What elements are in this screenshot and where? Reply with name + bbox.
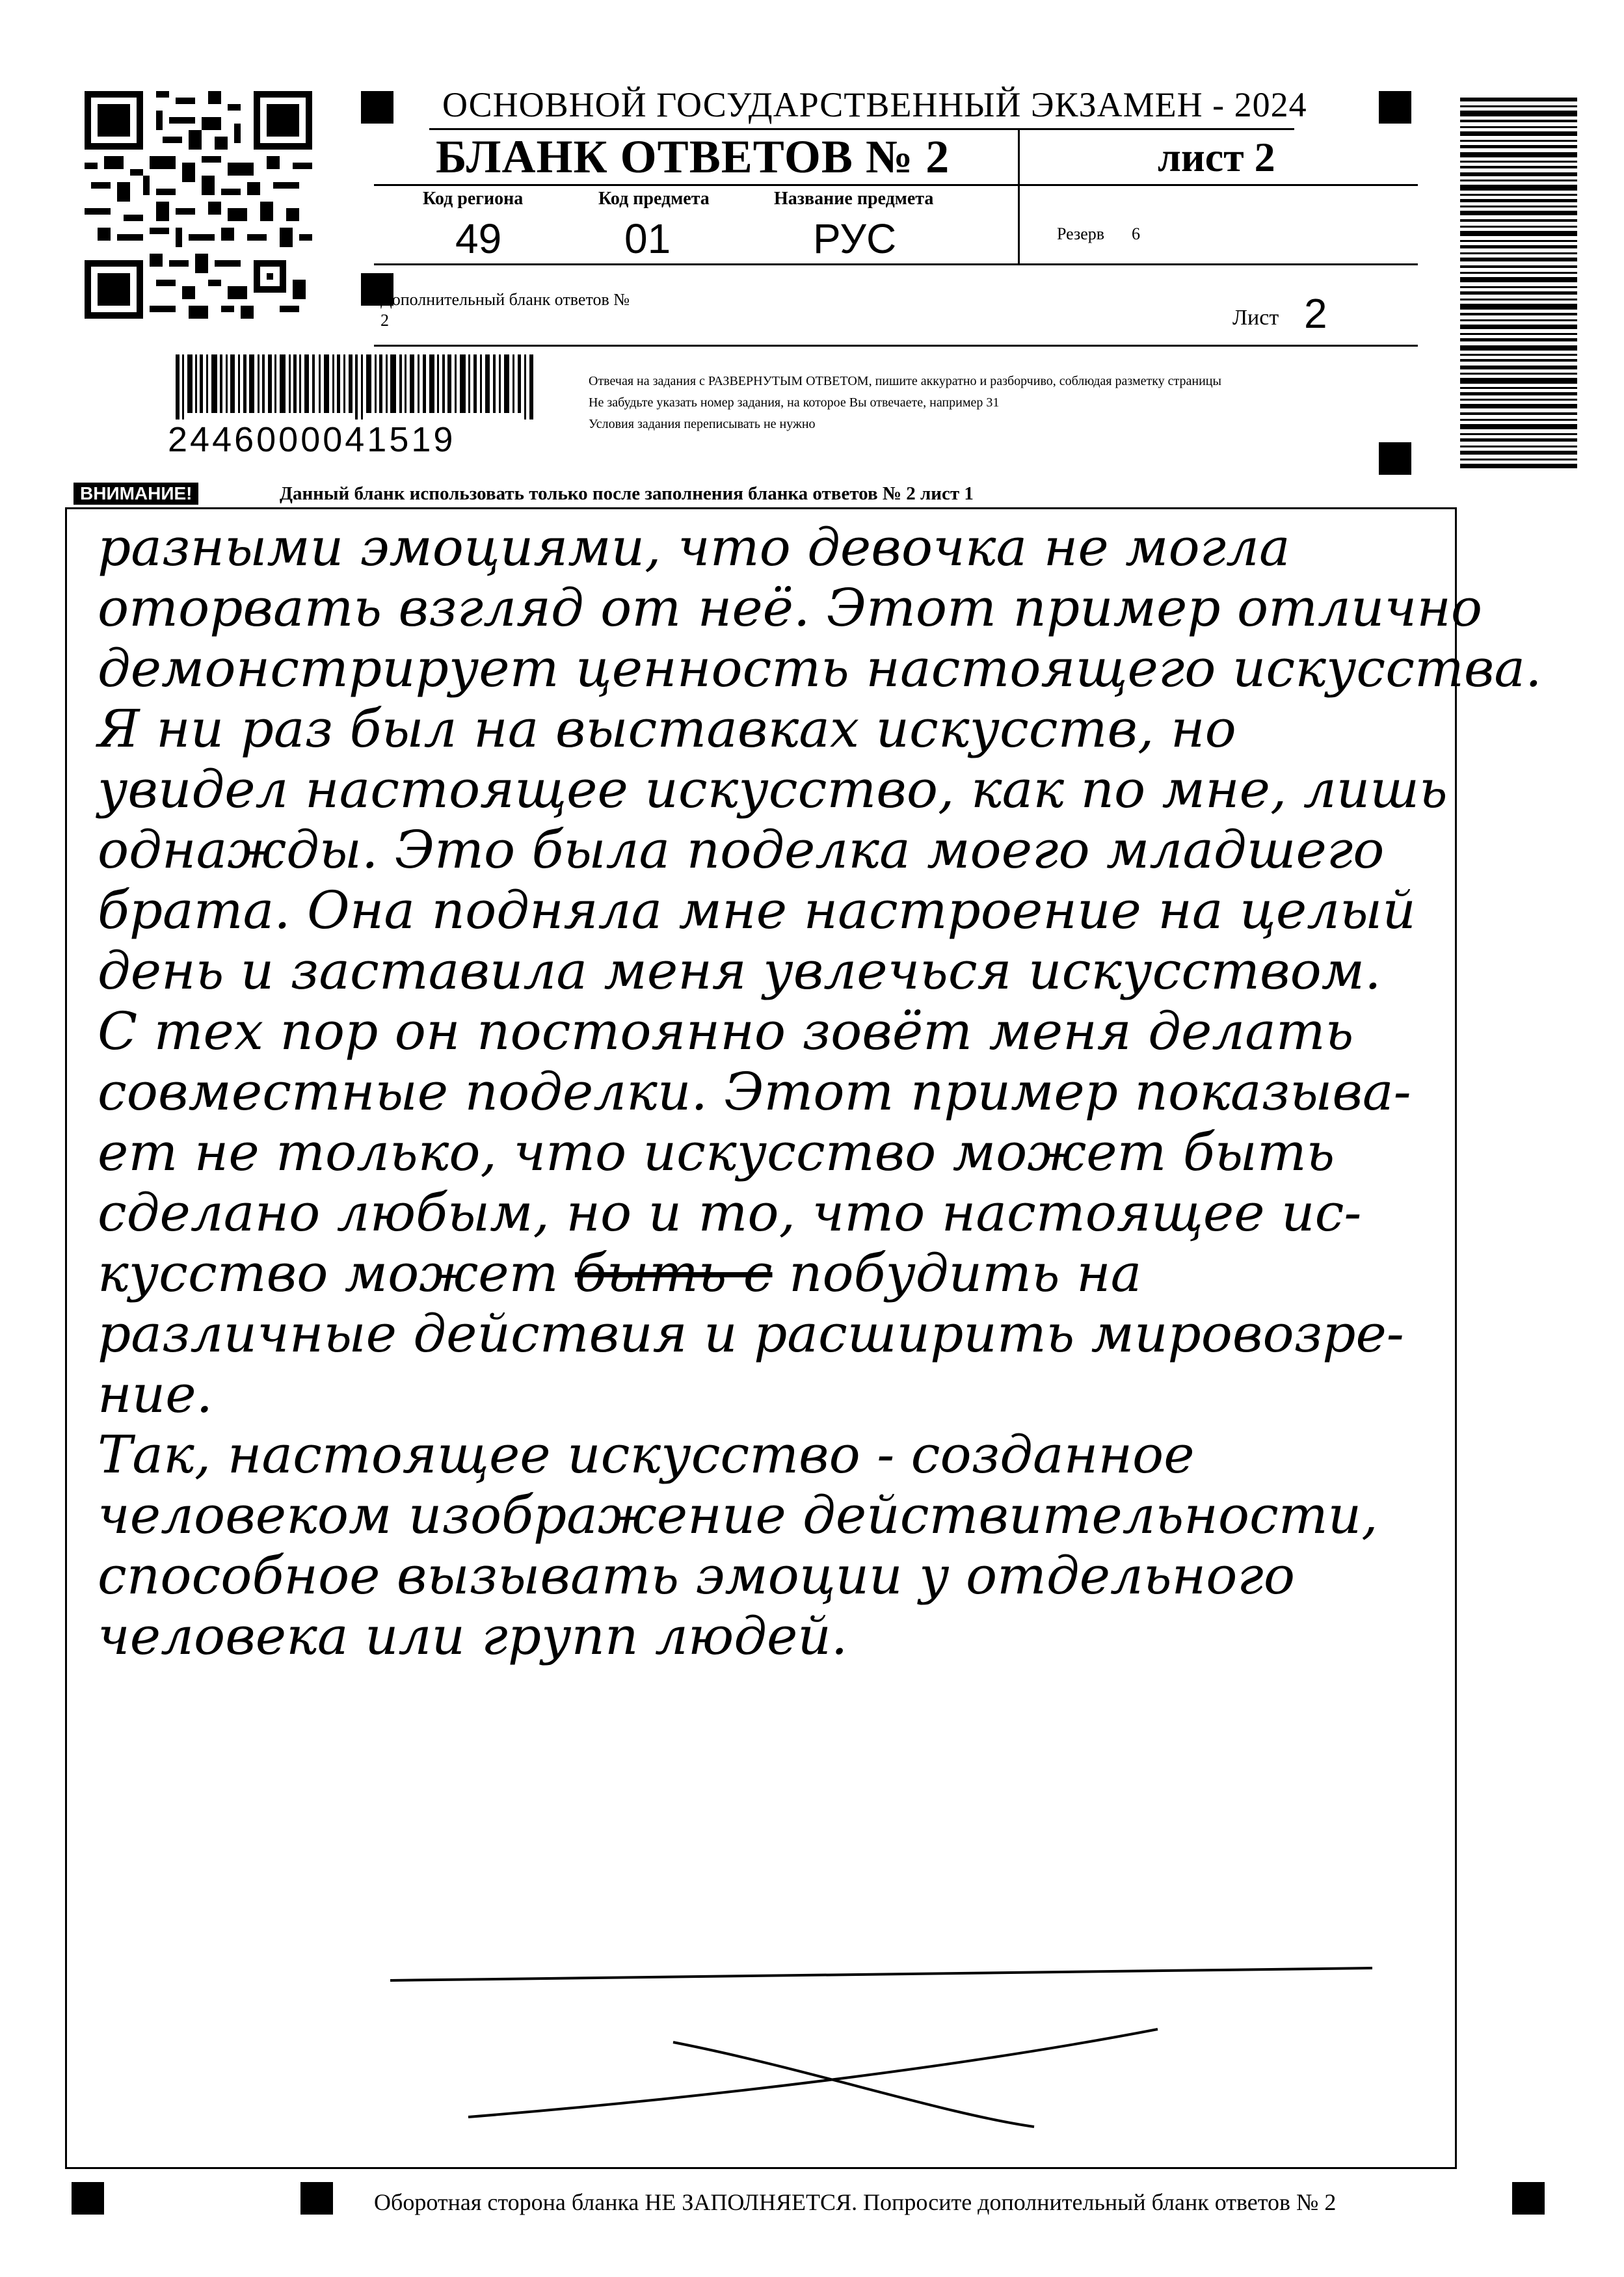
answer-line: разными эмоциями, что девочка не могла bbox=[98, 517, 1290, 578]
exam-title: ОСНОВНОЙ ГОСУДАРСТВЕННЫЙ ЭКЗАМЕН - 2024 bbox=[442, 85, 1307, 124]
answer-line: Так, настоящее искусство - созданное bbox=[98, 1424, 1195, 1485]
answer-line: С тех пор он постоянно зовёт меня делать bbox=[98, 1001, 1354, 1061]
qr-code bbox=[85, 91, 312, 322]
answer-line: человеком изображение действительности, bbox=[98, 1485, 1378, 1545]
sheet-title: лист 2 bbox=[1158, 134, 1275, 180]
sheet-number-value: 2 bbox=[1304, 290, 1327, 337]
subject-code-label: Код предмета bbox=[598, 189, 710, 209]
handwritten-answer bbox=[98, 517, 1542, 1666]
answer-line: демонстрирует ценность настоящего искусства. bbox=[98, 638, 1542, 699]
subject-name-label: Название предмета bbox=[774, 189, 934, 209]
instruction-line: Условия задания переписывать не нужно bbox=[589, 417, 816, 431]
additional-form-label: Дополнительный бланк ответов № 2 bbox=[380, 290, 630, 330]
answer-line: ет не только, что искусство может быть bbox=[98, 1122, 1335, 1182]
answer-line: способное вызывать эмоции у отдельного bbox=[98, 1545, 1295, 1606]
divider bbox=[1018, 130, 1020, 263]
divider bbox=[374, 263, 1418, 265]
answer-line: однажды. Это была поделка моего младшего bbox=[98, 819, 1385, 880]
subject-name-value: РУС bbox=[813, 215, 897, 262]
instructions bbox=[589, 371, 1434, 435]
instruction-line: Не забудьте указать номер задания, на которое Вы отвечаете, например 31 bbox=[589, 395, 1000, 410]
answer-line: совместные поделки. Этот пример показыва- bbox=[98, 1061, 1411, 1122]
answer-line-with-strike bbox=[98, 1243, 1437, 1303]
attention-badge: ВНИМАНИЕ! bbox=[73, 483, 198, 505]
registration-mark bbox=[1512, 2182, 1545, 2215]
answer-line-start: кусство может bbox=[98, 1243, 559, 1303]
barcode bbox=[176, 354, 540, 423]
answer-line: человека или групп людей. bbox=[98, 1606, 848, 1666]
barcode-number: 2446000041519 bbox=[168, 420, 456, 459]
struck-out-text: быть с bbox=[574, 1243, 773, 1303]
registration-mark bbox=[300, 2182, 333, 2215]
vertical-barcode bbox=[1460, 98, 1577, 472]
region-code-value: 49 bbox=[455, 215, 502, 262]
divider bbox=[374, 184, 1418, 186]
answer-line: сделано любым, но и то, что настоящее ис- bbox=[98, 1182, 1362, 1243]
closing-strike-mark bbox=[384, 1964, 1398, 2137]
answer-line: Я ни раз был на выставках искусств, но bbox=[98, 699, 1236, 759]
registration-mark bbox=[72, 2182, 104, 2215]
answer-line-end: побудить на bbox=[772, 1243, 1142, 1303]
registration-mark bbox=[1379, 442, 1411, 475]
subject-code-value: 01 bbox=[624, 215, 671, 262]
registration-mark bbox=[361, 91, 393, 124]
reserve-label: Резерв bbox=[1057, 224, 1105, 243]
answer-line: день и заставила меня увлечься искусством. bbox=[98, 940, 1381, 1001]
form-title: БЛАНК ОТВЕТОВ № 2 bbox=[436, 131, 950, 183]
region-code-label: Код региона bbox=[423, 189, 524, 209]
answer-line: увидел настоящее искусство, как по мне, лишь bbox=[98, 759, 1448, 819]
answer-line: ние. bbox=[98, 1364, 213, 1424]
answer-line: брата. Она подняла мне настроение на целый bbox=[98, 880, 1416, 940]
instruction-line: Отвечая на задания с РАЗВЕРНУТЫМ ОТВЕТОМ, пишите аккуратно и разборчиво, соблюдая разметку страницы bbox=[589, 374, 1221, 388]
reserve-value: 6 bbox=[1132, 224, 1140, 243]
attention-text: Данный бланк использовать только после заполнения бланка ответов № 2 лист 1 bbox=[280, 483, 974, 504]
answer-line: оторвать взгляд от неё. Этот пример отлично bbox=[98, 578, 1483, 638]
divider bbox=[374, 345, 1418, 347]
answer-line: различные действия и расширить мировозре- bbox=[98, 1303, 1404, 1364]
registration-mark bbox=[1379, 91, 1411, 124]
footer-note: Оборотная сторона бланка НЕ ЗАПОЛНЯЕТСЯ. Попросите дополнительный бланк ответов № 2 bbox=[374, 2189, 1337, 2215]
sheet-number-label: Лист bbox=[1232, 306, 1279, 330]
